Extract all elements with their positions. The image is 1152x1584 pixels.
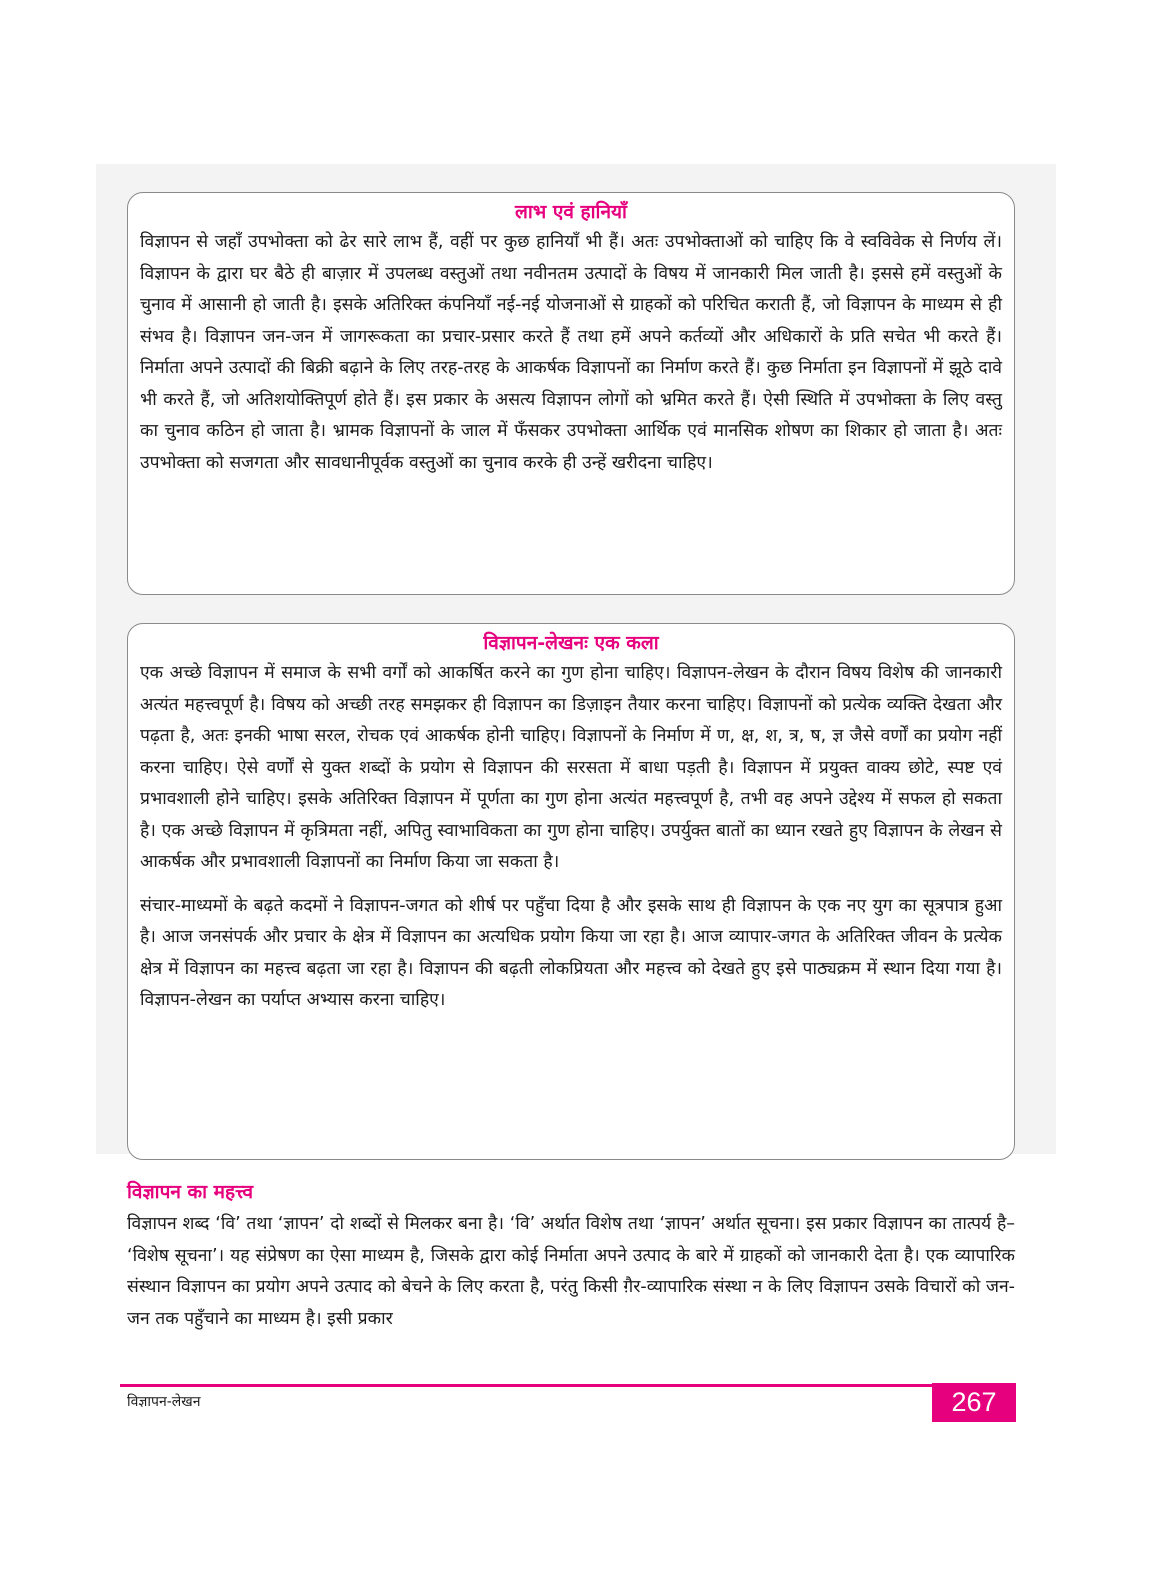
ad-writing-art-box xyxy=(127,623,1015,1160)
ad-importance-section xyxy=(127,1209,1015,1335)
ad-importance-text: विज्ञापन शब्द ‘वि’ तथा ‘ज्ञापन’ दो शब्दों से मिलकर बना है। ‘वि’ अर्थात विशेष तथा ‘ज्ञापन’ अर्थात सूचना। इस प्रकार विज्ञापन का तात्पर्य है– ‘विशेष सूचना’। यह संप्रेषण का ऐसा माध्यम है, जिसके द्वारा कोई निर्माता अपने उत्पाद के बारे में ग्राहकों को जानकारी देता है। एक व्यापारिक संस्थान विज्ञापन का प्रयोग अपने उत्पाद को बेचने के लिए करता है, परंतु किसी ग़ैर-व्यापारिक संस्था न के लिए विज्ञापन उसके विचारों को जन-जन तक पहुँचाने का माध्यम है। इसी प्रकार xyxy=(127,1214,1015,1329)
paragraph-spacer xyxy=(140,879,1002,891)
footer-rule xyxy=(120,1384,933,1387)
page-number-badge: 267 xyxy=(932,1383,1016,1422)
ad-writing-art-title: विज्ञापन-लेखनः एक कला xyxy=(483,632,659,654)
ad-importance-heading: विज्ञापन का महत्त्व xyxy=(127,1181,254,1203)
advantages-disadvantages-title: लाभ एवं हानियाँ xyxy=(515,201,627,223)
advantages-disadvantages-box xyxy=(127,192,1015,595)
advantages-disadvantages-text: विज्ञापन से जहाँ उपभोक्ता को ढेर सारे लाभ हैं, वहीं पर कुछ हानियाँ भी हैं। अतः उपभोक्ताओं को चाहिए कि वे स्वविवेक से निर्णय लें। विज्ञापन के द्वारा घर बैठे ही बाज़ार में उपलब्ध वस्तुओं तथा नवीनतम उत्पादों के विषय में जानकारी मिल जाती है। इससे हमें वस्तुओं के चुनाव में आसानी हो जाती है। इसके अतिरिक्त कंपनियाँ नई-नई योजनाओं से ग्राहकों को परिचित कराती हैं, जो विज्ञापन के माध्यम से ही संभव है। विज्ञापन जन-जन में जागरूकता का प्रचार-प्रसार करते हैं तथा हमें अपने कर्तव्यों और अधिकारों के प्रति सचेत भी करते हैं। निर्माता अपने उत्पादों की बिक्री बढ़ाने के लिए तरह-तरह के आकर्षक विज्ञापनों का निर्माण करते हैं। कुछ निर्माता इन विज्ञापनों में झूठे दावे भी करते हैं, जो अतिशयोक्तिपूर्ण होते हैं। इस प्रकार के असत्य विज्ञापन लोगों को भ्रमित करते हैं। ऐसी स्थिति में उपभोक्ता के लिए वस्तु का चुनाव कठिन हो जाता है। भ्रामक विज्ञापनों के जाल में फँसकर उपभोक्ता आर्थिक एवं मानसिक शोषण का शिकार हो जाता है। अतः उपभोक्ता को सजगता और सावधानीपूर्वक वस्तुओं का चुनाव करके ही उन्हें खरीदना चाहिए। xyxy=(140,232,1002,473)
footer-chapter-label: विज्ञापन-लेखन xyxy=(127,1394,201,1410)
ad-writing-art-paragraph-1: एक अच्छे विज्ञापन में समाज के सभी वर्गों को आकर्षित करने का गुण होना चाहिए। विज्ञापन-लेखन के दौरान विषय विशेष की जानकारी अत्यंत महत्त्वपूर्ण है। विषय को अच्छी तरह समझकर ही विज्ञापन का डिज़ाइन तैयार करना चाहिए। विज्ञापनों को प्रत्येक व्यक्ति देखता और पढ़ता है, अतः इनकी भाषा सरल, रोचक एवं आकर्षक होनी चाहिए। विज्ञापनों के निर्माण में ण, क्ष, श, त्र, ष, ज्ञ जैसे वर्णों का प्रयोग नहीं करना चाहिए। ऐसे वर्णों से युक्त शब्दों के प्रयोग से विज्ञापन की सरसता में बाधा पड़ती है। विज्ञापन में प्रयुक्त वाक्य छोटे, स्पष्ट एवं प्रभावशाली होने चाहिए। इसके अतिरिक्त विज्ञापन में पूर्णता का गुण होना अत्यंत महत्त्वपूर्ण है, तभी वह अपने उद्देश्य में सफल हो सकता है। एक अच्छे विज्ञापन में कृत्रिमता नहीं, अपितु स्वाभाविकता का गुण होना चाहिए। उपर्युक्त बातों का ध्यान रखते हुए विज्ञापन के लेखन से आकर्षक और प्रभावशाली विज्ञापनों का निर्माण किया जा सकता है। xyxy=(140,663,1002,872)
ad-writing-art-paragraph-2: संचार-माध्यमों के बढ़ते कदमों ने विज्ञापन-जगत को शीर्ष पर पहुँचा दिया है और इसके साथ ही विज्ञापन के एक नए युग का सूत्रपात्र हुआ है। आज जनसंपर्क और प्रचार के क्षेत्र में विज्ञापन का अत्यधिक प्रयोग किया जा रहा है। आज व्यापार-जगत के अतिरिक्त जीवन के प्रत्येक क्षेत्र में विज्ञापन का महत्त्व बढ़ता जा रहा है। विज्ञापन की बढ़ती लोकप्रियता और महत्त्व को देखते हुए इसे पाठ्यक्रम में स्थान दिया गया है। विज्ञापन-लेखन का पर्याप्त अभ्यास करना चाहिए। xyxy=(140,895,1002,1010)
